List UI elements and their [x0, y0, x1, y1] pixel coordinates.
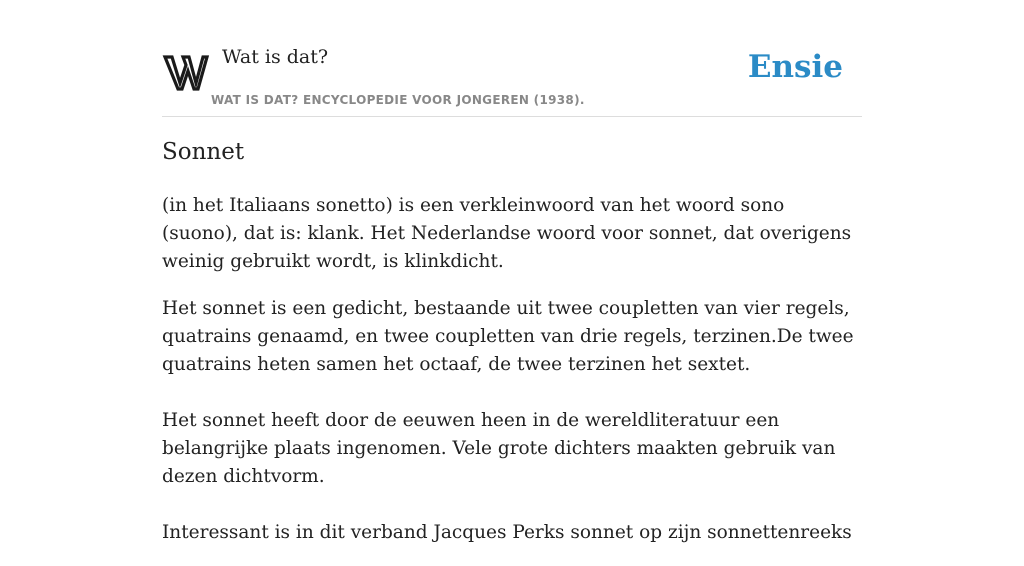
article-paragraph: Het sonnet heeft door de eeuwen heen in de wereldliteratuur een belangrijke plaats ingenomen. Vele grote dichters maakten gebruik van dezen dichtvorm.: [162, 410, 836, 487]
page: [162, 0, 862, 543]
article-paragraph: (in het Italiaans sonetto) is een verkleinwoord van het woord sono (suono), dat is: klank. Het Nederlandse woord voor sonnet, dat overigens weinig gebruikt wordt, is klinkdicht.: [162, 195, 852, 272]
site-subtitle: WAT IS DAT? ENCYCLOPEDIE VOOR JONGEREN (1938).: [211, 93, 585, 107]
wikipedia-w-icon[interactable]: [164, 51, 208, 91]
article-paragraph: Interessant is in dit verband Jacques Perks sonnet op zijn sonnettenreeks: [162, 522, 852, 543]
article-paragraph: Het sonnet is een gedicht, bestaande uit twee coupletten van vier regels, quatrains genaamd, en twee coupletten van drie regels, terzinen.De twee quatrains heten samen het octaaf, de twee terzinen het sextet.: [162, 298, 854, 375]
site-header: [162, 0, 862, 117]
ensie-brand-link[interactable]: Ensie: [747, 49, 843, 85]
article-body: [162, 192, 862, 566]
article-title: Sonnet: [162, 139, 245, 165]
site-name[interactable]: Wat is dat?: [222, 46, 329, 68]
